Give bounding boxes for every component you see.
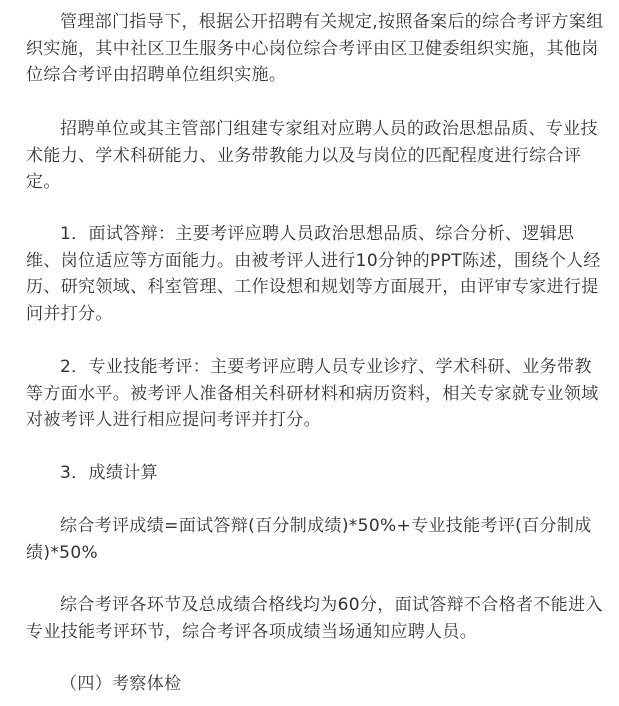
paragraph-score-calculation-heading: 3．成绩计算	[60, 463, 158, 483]
paragraph-professional-skills: 2．专业技能考评：主要考评应聘人员专业诊疗、学术科研、业务带教等方面水平。被考评人准备相关科研材料和病历资料，相关专家就专业领域对被考评人进行相应提问考评并打分。	[26, 357, 599, 430]
paragraph-expert-panel: 招聘单位或其主管部门组建专家组对应聘人员的政治思想品质、专业技术能力、学术科研能力、业务带教能力以及与岗位的匹配程度进行综合评定。	[26, 119, 598, 192]
paragraph-passing-line: 综合考评各环节及总成绩合格线均为60分，面试答辩不合格者不能进入专业技能考评环节，综合考评各项成绩当场通知应聘人员。	[26, 595, 603, 642]
paragraph-score-formula: 综合考评成绩=面试答辩(百分制成绩)*50%+专业技能考评(百分制成绩)*50%	[26, 516, 592, 563]
paragraph-interview-defense: 1．面试答辩：主要考评应聘人员政治思想品质、综合分析、逻辑思维、岗位适应等方面能力。由被考评人进行10分钟的PPT陈述，围绕个人经历、研究领域、科室管理、工作设想和规划等方面展开，由评审专家进行提问并打分。	[26, 224, 601, 324]
paragraph-implementation: 管理部门指导下，根据公开招聘有关规定,按照备案后的综合考评方案组织实施，其中社区卫生服务中心岗位综合考评由区卫健委组织实施，其他岗位综合考评由招聘单位组织实施。	[26, 12, 604, 85]
section-heading-inspection: （四）考察体检	[60, 674, 182, 694]
